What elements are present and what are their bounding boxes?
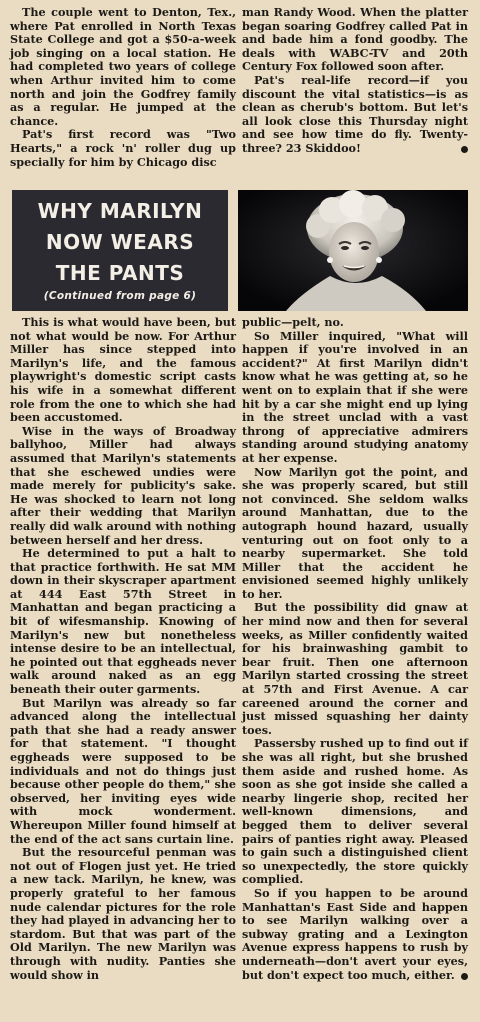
paragraph: The couple went to Denton, Tex., where Pat enrolled in North Texas State College and got a $50-a-week job singing on a local station. He had completed two years of college when Arthur invited him to come north and join the Godfrey family as a regular. He jumped at the chance. (10, 5, 236, 128)
end-of-article-dot-icon (461, 973, 468, 980)
article-column-bottom-left (10, 316, 236, 982)
article-column-top-right (242, 6, 468, 156)
headline-line: NOW WEARS (45, 230, 195, 254)
paragraph: public—pelt, no. (242, 315, 344, 329)
paragraph (242, 74, 468, 156)
paragraph-text: So if you happen to be around Manhattan's East Side and happen to see Marilyn walking over a subway grating and a Lexington Avenue express happens to rush by underneath—don't avert your eyes, but don't expect too much, either. (242, 885, 468, 982)
article-column-bottom-right (242, 316, 468, 982)
paragraph: Pat's first record was "Two Hearts," a rock 'n' roller dug up specially for him by Chicago disc (10, 127, 236, 169)
article-column-top-left (10, 6, 236, 169)
paragraph: Now Marilyn got the point, and she was properly scared, but still not convinced. She seldom walks around Manhattan, due to the autograph hound hazard, usually venturing out on foot only to a nearby supermarket. She told Miller that the accident he envisioned seemed highly unlikely to her. (242, 464, 468, 601)
marilyn-photo (238, 190, 468, 311)
paragraph: Wise in the ways of Broadway ballyhoo, Miller had always assumed that Marilyn's statements that she eschewed undies were made merely for publicity's sake. He was shocked to learn not long after their wedding that Marilyn really did walk around with nothing between herself and her dress. (10, 423, 236, 547)
paragraph: So Miller inquired, "What will happen if you're involved in an accident?" At first Marilyn didn't know what he was getting at, so he went on to explain that if she were hit by a car she might end up lying in the street unclad with a vast throng of appreciative admirers standing around studying anatomy at her expense. (242, 328, 468, 465)
paragraph: But the possibility did gnaw at her mind now and then for several weeks, as Miller confidently waited for his brainwashing gambit to bear fruit. Then one afternoon Marilyn started crossing the street at 57th and First Avenue. A car careened around the corner and just missed squashing her dainty toes. (242, 600, 468, 737)
continued-note: (Continued from page 6) (43, 290, 197, 302)
paragraph (242, 887, 468, 982)
paragraph: This is what would have been, but not what would be now. For Arthur Miller has since stepped into Marilyn's life, and the famous playwright's domestic script casts his wife in a somewhat different role from the one to which she had been accustomed. (10, 315, 236, 425)
headline-line: WHY MARILYN (37, 199, 203, 223)
headline-line: THE PANTS (55, 261, 185, 285)
paragraph: Passersby rushed up to find out if she was all right, but she brushed them aside and rushed home. As soon as she got inside she called a nearby lingerie shop, recited her well-known dimensions, and begged them to deliver several pairs of panties right away. Pleased to gain such a distinguished client so unexpectedly, the store quickly complied. (242, 736, 468, 887)
paragraph: He determined to put a halt to that practice forthwith. He sat MM down in their skyscraper apartment at 444 East 57th Street in Manhattan and began practicing a bit of wifesmanship. Knowing of Marilyn's new but nonetheless intense desire to be an intellectual, he pointed out that eggheads never walk around naked as an egg beneath their outer garments. (10, 546, 236, 697)
paragraph-text: Pat's real-life record—if you discount the vital statistics—is as clean as cherub's bottom. But let's all look close this Thursday night and see how time do fly. Twenty-three? 23 Skiddoo! (242, 72, 468, 155)
paragraph: But Marilyn was already so far advanced along the intellectual path that she had a ready answer for that statement. "I thought eggheads were supposed to be individuals and not do things just because other people do them," she observed, her inviting eyes wide with mock wonderment. Whereupon Miller found himself at the end of the act sans curtain line. (10, 695, 236, 846)
paragraph: But the resourceful penman was not out of Flogen just yet. He tried a new tack. Marilyn, he knew, was properly grateful to her famous nude calendar pictures for the role they had played in advancing her to stardom. But that was part of the Old Marilyn. The new Marilyn was through with nudity. Panties she would show in (10, 845, 236, 982)
paragraph: man Randy Wood. When the platter began soaring Godfrey called Pat in and bade him a fond goodby. The deals with WABC-TV and 20th Century Fox followed soon after. (242, 5, 468, 74)
portrait-photo-icon (238, 190, 468, 311)
end-of-article-dot-icon (461, 146, 468, 153)
headline-box (12, 190, 228, 311)
